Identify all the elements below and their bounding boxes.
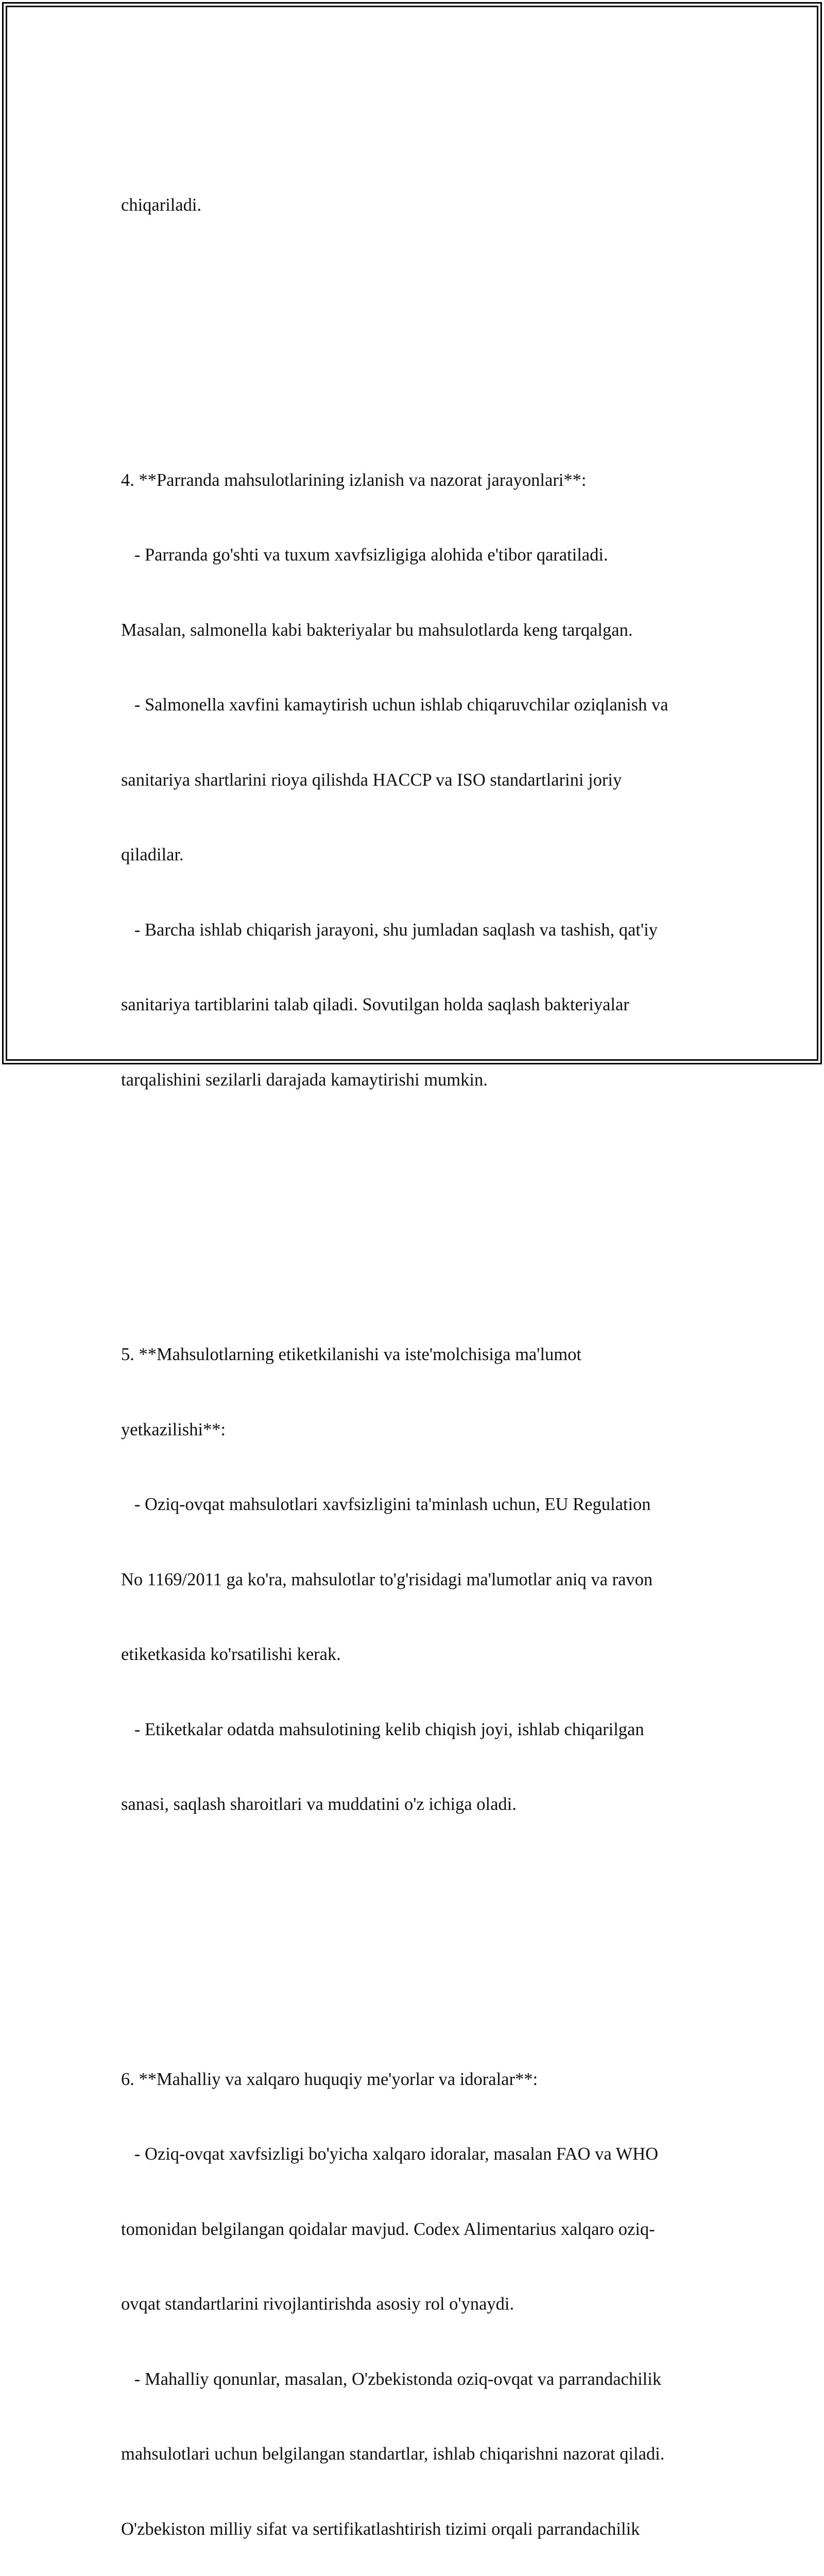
text-line: sanitariya tartiblarini talab qiladi. Sovutilgan holda saqlash bakteriyalar	[121, 992, 718, 1018]
text-line: etiketkasida ko'rsatilishi kerak.	[121, 1642, 718, 1667]
paragraph-continuation	[121, 143, 718, 268]
section-heading: 4. **Parranda mahsulotlarining izlanish va nazorat jarayonlari**:	[121, 468, 718, 493]
paragraph-gap	[121, 318, 718, 343]
section-5	[121, 1292, 718, 1867]
text-line: mahsulotlari uchun belgilangan standartlar, ishlab chiqarishni nazorat qiladi.	[121, 2442, 718, 2467]
section-heading: 5. **Mahsulotlarning etiketkilanishi va iste'molchisiga ma'lumot	[121, 1342, 718, 1367]
text-line: - Parranda go'shti va tuxum xavfsizligiga alohida e'tibor qaratiladi.	[121, 543, 718, 568]
text-line: chiqariladi.	[121, 193, 718, 218]
text-line: - Etiketkalar odatda mahsulotining kelib chiqish joyi, ishlab chiqarilgan	[121, 1717, 718, 1742]
text-line: sanasi, saqlash sharoitlari va muddatini o'z ichiga oladi.	[121, 1792, 718, 1817]
text-line: - Oziq-ovqat mahsulotlari xavfsizligini ta'minlash uchun, EU Regulation	[121, 1492, 718, 1517]
section-4	[121, 418, 718, 1143]
section-6	[121, 2017, 718, 2576]
text-line: ovqat standartlarini rivojlantirishda asosiy rol o'ynaydi.	[121, 2292, 718, 2317]
paragraph-gap	[121, 1192, 718, 1217]
text-line: - Mahalliy qonunlar, masalan, O'zbekistonda oziq-ovqat va parrandachilik	[121, 2367, 718, 2392]
text-line: - Salmonella xavfini kamaytirish uchun ishlab chiqaruvchilar oziqlanish va	[121, 692, 718, 718]
text-line: No 1169/2011 ga ko'ra, mahsulotlar to'g'risidagi ma'lumotlar aniq va ravon	[121, 1567, 718, 1592]
text-line: sanitariya shartlarini rioya qilishda HACCP va ISO standartlarini joriy	[121, 768, 718, 793]
text-line: tarqalishini sezilarli darajada kamaytirishi mumkin.	[121, 1067, 718, 1093]
section-heading: 6. **Mahalliy va xalqaro huquqiy me'yorlar va idoralar**:	[121, 2067, 718, 2092]
paragraph-gap	[121, 1917, 718, 1942]
text-line: O'zbekiston milliy sifat va sertifikatlashtirish tizimi orqali parrandachilik	[121, 2517, 718, 2542]
text-line: - Oziq-ovqat xavfsizligi bo'yicha xalqaro idoralar, masalan FAO va WHO	[121, 2142, 718, 2167]
text-line: Masalan, salmonella kabi bakteriyalar bu mahsulotlarda keng tarqalgan.	[121, 618, 718, 643]
document-page	[121, 93, 718, 2576]
text-line: - Barcha ishlab chiqarish jarayoni, shu jumladan saqlash va tashish, qat'iy	[121, 918, 718, 943]
text-line: qiladilar.	[121, 842, 718, 868]
text-line: tomonidan belgilangan qoidalar mavjud. Codex Alimentarius xalqaro oziq-	[121, 2217, 718, 2242]
section-heading-cont: yetkazilishi**:	[121, 1417, 718, 1443]
